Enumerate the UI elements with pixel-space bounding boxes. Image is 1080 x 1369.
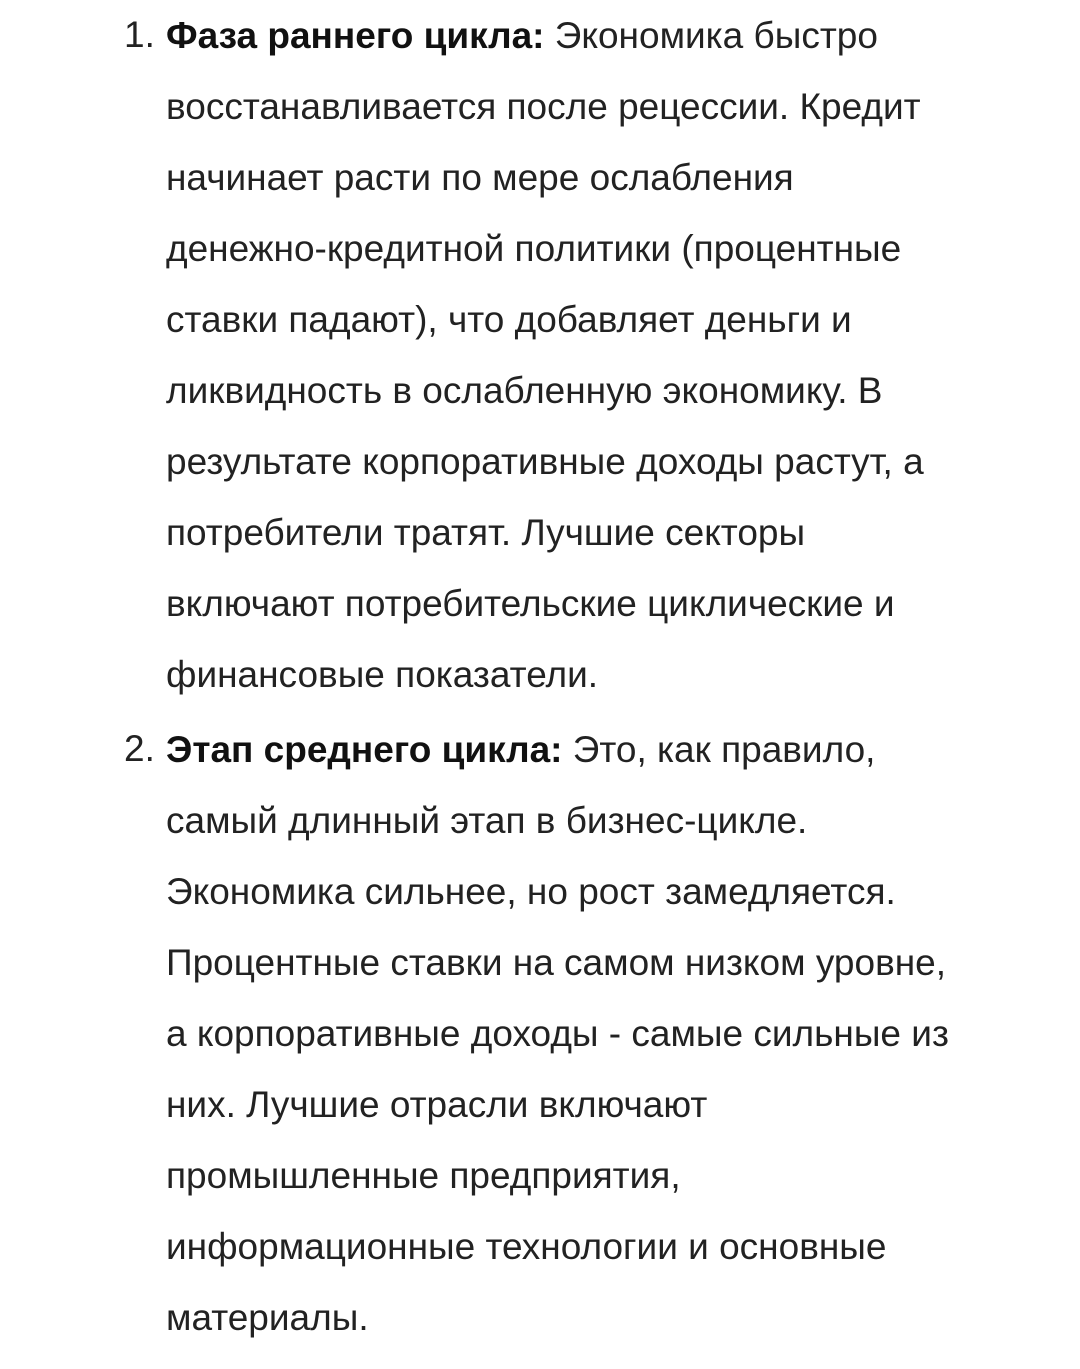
- text-line: включают потребительские циклические и: [166, 583, 895, 624]
- phase-title: Этап среднего цикла:: [166, 729, 563, 770]
- phase-intro: Это, как правило,: [562, 729, 876, 770]
- text-line: денежно-кредитной политики (процентные: [166, 228, 902, 269]
- list-item-number: 1.: [124, 14, 155, 55]
- list-item-text: [166, 714, 1056, 1353]
- list-item-number: 2.: [124, 728, 155, 769]
- text-line: начинает расти по мере ослабления: [166, 157, 794, 198]
- text-line: ставки падают), что добавляет деньги и: [166, 299, 852, 340]
- text-line: потребители тратят. Лучшие секторы: [166, 512, 806, 553]
- phase-intro: Экономика быстро: [544, 15, 878, 56]
- text-line: [166, 0, 1056, 71]
- text-line: [166, 714, 1056, 785]
- text-line: финансовые показатели.: [166, 654, 599, 695]
- text-line: самый длинный этап в бизнес-цикле.: [166, 800, 808, 841]
- text-line: них. Лучшие отрасли включают: [166, 1084, 708, 1125]
- text-line: промышленные предприятия,: [166, 1155, 681, 1196]
- text-line: информационные технологии и основные: [166, 1226, 887, 1267]
- text-line: результате корпоративные доходы растут, а: [166, 441, 924, 482]
- list-item-text: [166, 0, 1056, 710]
- text-line: материалы.: [166, 1297, 369, 1338]
- text-line: Процентные ставки на самом низком уровне,: [166, 942, 947, 983]
- text-line: ликвидность в ослабленную экономику. В: [166, 370, 883, 411]
- text-line: восстанавливается после рецессии. Кредит: [166, 86, 921, 127]
- phase-title: Фаза раннего цикла:: [166, 15, 545, 56]
- text-line: Экономика сильнее, но рост замедляется.: [166, 871, 896, 912]
- text-line: а корпоративные доходы - самые сильные из: [166, 1013, 949, 1054]
